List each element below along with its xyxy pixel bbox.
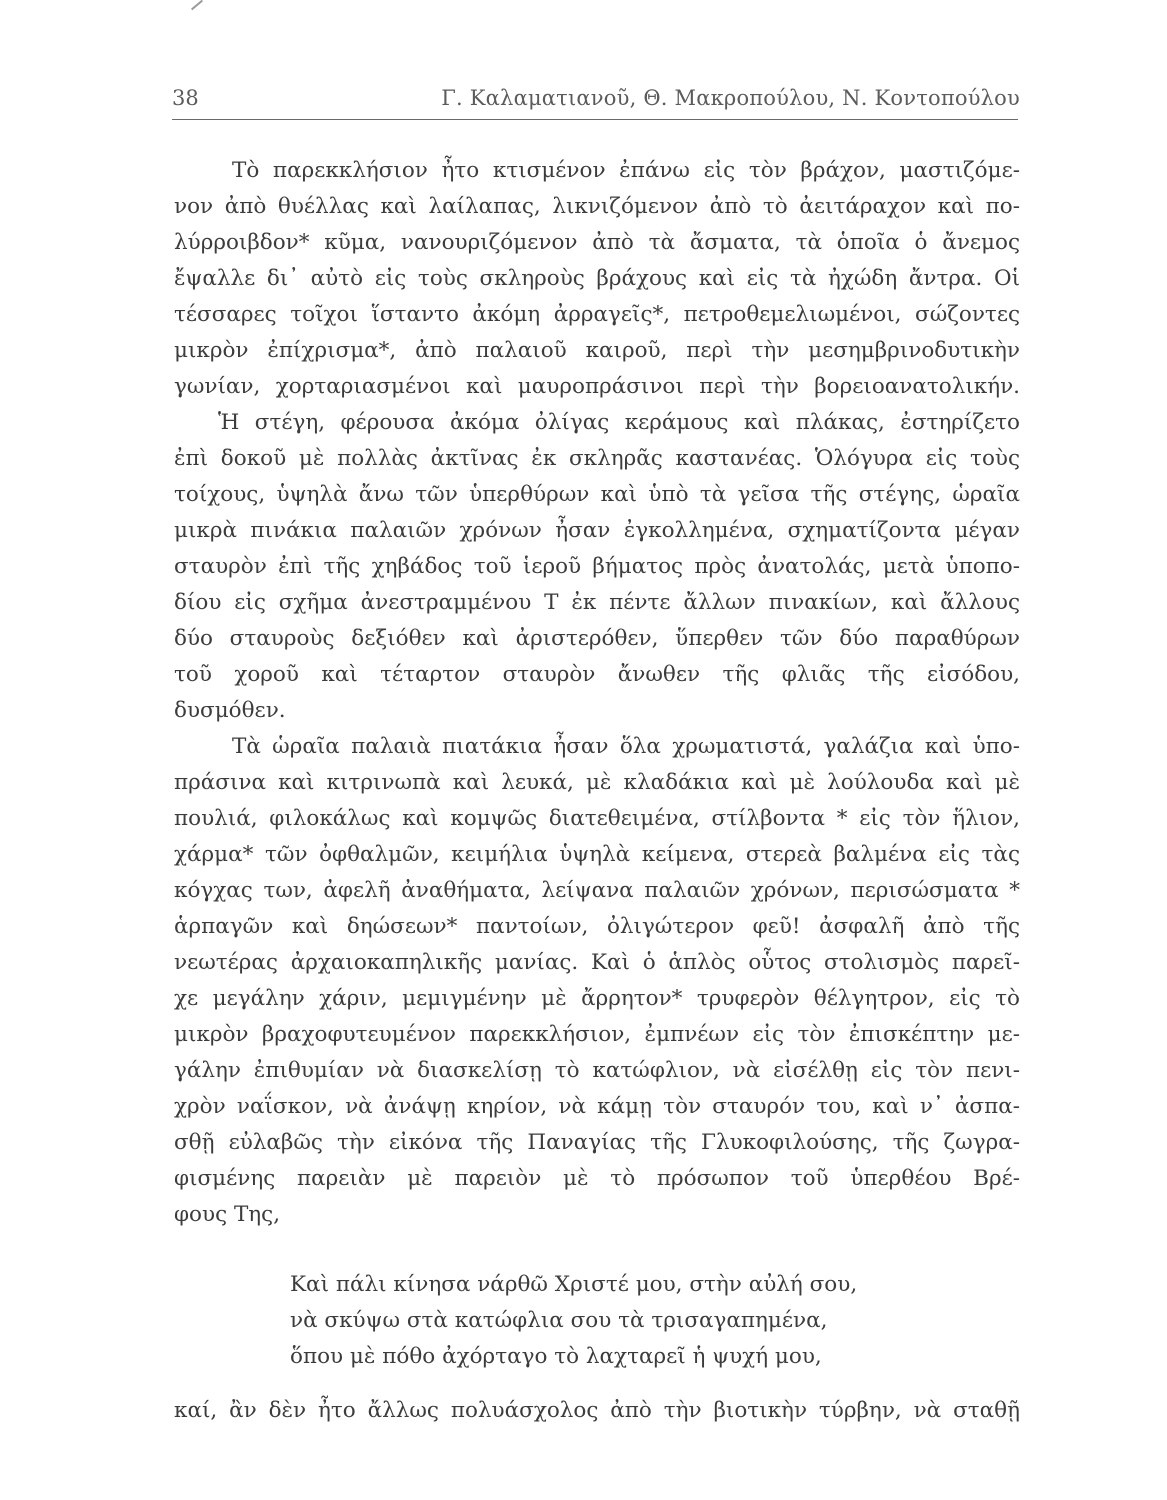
body-line: ἐπὶ δοκοῦ μὲ πολλὰς ἀκτῖνας ἐκ σκληρᾶς καστανέας. Ὁλόγυρα εἰς τοὺς xyxy=(174,446,1020,471)
body-line: χάρμα* τῶν ὀφθαλμῶν, κειμήλια ὑψηλὰ κείμενα, στερεὰ βαλμένα εἰς τὰς xyxy=(174,842,1020,867)
page-header xyxy=(172,86,1020,120)
verse-line: Καὶ πάλι κίνησα νάρθῶ Χριστέ μου, στὴν αὐλή σου, xyxy=(290,1272,858,1297)
closing-line: καί, ἂν δὲν ἦτο ἄλλως πολυάσχολος ἀπὸ τὴν βιοτικὴν τύρβην, νὰ σταθῇ xyxy=(174,1398,1020,1423)
body-line: δύο σταυροὺς δεξιόθεν καὶ ἀριστερόθεν, ὕπερθεν τῶν δύο παραθύρων xyxy=(174,626,1020,651)
body-line: Τὰ ὡραῖα παλαιὰ πιατάκια ἦσαν ὅλα χρωματιστά, γαλάζια καὶ ὑπο- xyxy=(232,734,1020,759)
body-line: λύρροιβδον* κῦμα, νανουριζόμενον ἀπὸ τὰ ἄσματα, τὰ ὁποῖα ὁ ἄνεμος xyxy=(174,230,1020,255)
body-line: χε μεγάλην χάριν, μεμιγμένην μὲ ἄρρητον* τρυφερὸν θέλγητρον, εἰς τὸ xyxy=(174,986,1020,1011)
body-line: Τὸ παρεκκλήσιον ἦτο κτισμένον ἐπάνω εἰς τὸν βράχον, μαστιζόμε- xyxy=(232,158,1020,183)
body-line: τοῦ χοροῦ καὶ τέταρτον σταυρὸν ἄνωθεν τῆς φλιᾶς τῆς εἰσόδου, xyxy=(174,662,1020,687)
body-line: γωνίαν, χορταριασμένοι καὶ μαυροπράσινοι περὶ τὴν βορειοανατολικήν. xyxy=(174,374,1020,399)
page-number: 38 xyxy=(172,86,199,110)
body-line: νον ἀπὸ θυέλλας καὶ λαίλαπας, λικνιζόμενον ἀπὸ τὸ ἀειτάραχον καὶ πο- xyxy=(174,194,1020,219)
body-line: κόγχας των, ἀφελῆ ἀναθήματα, λείψανα παλαιῶν χρόνων, περισώσματα * xyxy=(174,878,1020,903)
body-line: ἁρπαγῶν καὶ δηώσεων* παντοίων, ὀλιγώτερον φεῦ! ἀσφαλῆ ἀπὸ τῆς xyxy=(174,914,1020,939)
body-line: φους Της, xyxy=(174,1202,281,1227)
body-line: γάλην ἐπιθυμίαν νὰ διασκελίσῃ τὸ κατώφλιον, νὰ εἰσέλθῃ εἰς τὸν πενι- xyxy=(174,1058,1020,1083)
body-line: σταυρὸν ἐπὶ τῆς χηβάδος τοῦ ἱεροῦ βήματος πρὸς ἀνατολάς, μετὰ ὑποπο- xyxy=(174,554,1020,579)
body-line: ἔψαλλε δι᾽ αὐτὸ εἰς τοὺς σκληροὺς βράχους καὶ εἰς τὰ ἠχώδη ἄντρα. Οἱ xyxy=(174,266,1020,291)
body-line: Ἡ στέγη, φέρουσα ἀκόμα ὀλίγας κεράμους καὶ πλάκας, ἐστηρίζετο xyxy=(218,410,1020,435)
body-line: μικρὸν ἐπίχρισμα*, ἀπὸ παλαιοῦ καιροῦ, περὶ τὴν μεσημβρινοδυτικὴν xyxy=(174,338,1020,363)
body-line: δυσμόθεν. xyxy=(174,698,286,723)
body-line: φισμένης παρειὰν μὲ παρειὸν μὲ τὸ πρόσωπον τοῦ ὑπερθέου Βρέ- xyxy=(174,1166,1020,1191)
body-line: δίου εἰς σχῆμα ἀνεστραμμένου Τ ἐκ πέντε ἄλλων πινακίων, καὶ ἄλλους xyxy=(174,590,1020,615)
verse-line: ὅπου μὲ πόθο ἀχόρταγο τὸ λαχταρεῖ ἡ ψυχή μου, xyxy=(290,1344,822,1369)
body-line: νεωτέρας ἀρχαιοκαπηλικῆς μανίας. Καὶ ὁ ἁπλὸς οὗτος στολισμὸς παρεῖ- xyxy=(174,950,1020,975)
body-line: πράσινα καὶ κιτρινωπὰ καὶ λευκά, μὲ κλαδάκια καὶ μὲ λούλουδα καὶ μὲ xyxy=(174,770,1020,795)
running-head: Γ. Καλαματιανοῦ, Θ. Μακροπούλου, Ν. Κοντοπούλου xyxy=(441,86,1020,110)
body-line: τοίχους, ὑψηλὰ ἄνω τῶν ὑπερθύρων καὶ ὑπὸ τὰ γεῖσα τῆς στέγης, ὡραῖα xyxy=(174,482,1020,507)
body-line: χρὸν ναΐσκον, νὰ ἀνάψῃ κηρίον, νὰ κάμῃ τὸν σταυρόν του, καὶ ν᾽ ἀσπα- xyxy=(174,1094,1020,1119)
body-line: πουλιά, φιλοκάλως καὶ κομψῶς διατεθειμένα, στίλβοντα * εἰς τὸν ἥλιον, xyxy=(174,806,1020,831)
header-rule xyxy=(172,119,1018,120)
pencil-mark xyxy=(191,0,203,10)
body-line: σθῇ εὐλαβῶς τὴν εἰκόνα τῆς Παναγίας τῆς Γλυκοφιλούσης, τῆς ζωγρα- xyxy=(174,1130,1020,1155)
body-line: τέσσαρες τοῖχοι ἵσταντο ἀκόμη ἀρραγεῖς*, πετροθεμελιωμένοι, σώζοντες xyxy=(174,302,1020,327)
verse-line: νὰ σκύψω στὰ κατώφλια σου τὰ τρισαγαπημένα, xyxy=(290,1308,828,1333)
body-line: μικρὰ πινάκια παλαιῶν χρόνων ἦσαν ἐγκολλημένα, σχηματίζοντα μέγαν xyxy=(174,518,1020,543)
body-line: μικρὸν βραχοφυτευμένον παρεκκλήσιον, ἐμπνέων εἰς τὸν ἐπισκέπτην με- xyxy=(174,1022,1020,1047)
